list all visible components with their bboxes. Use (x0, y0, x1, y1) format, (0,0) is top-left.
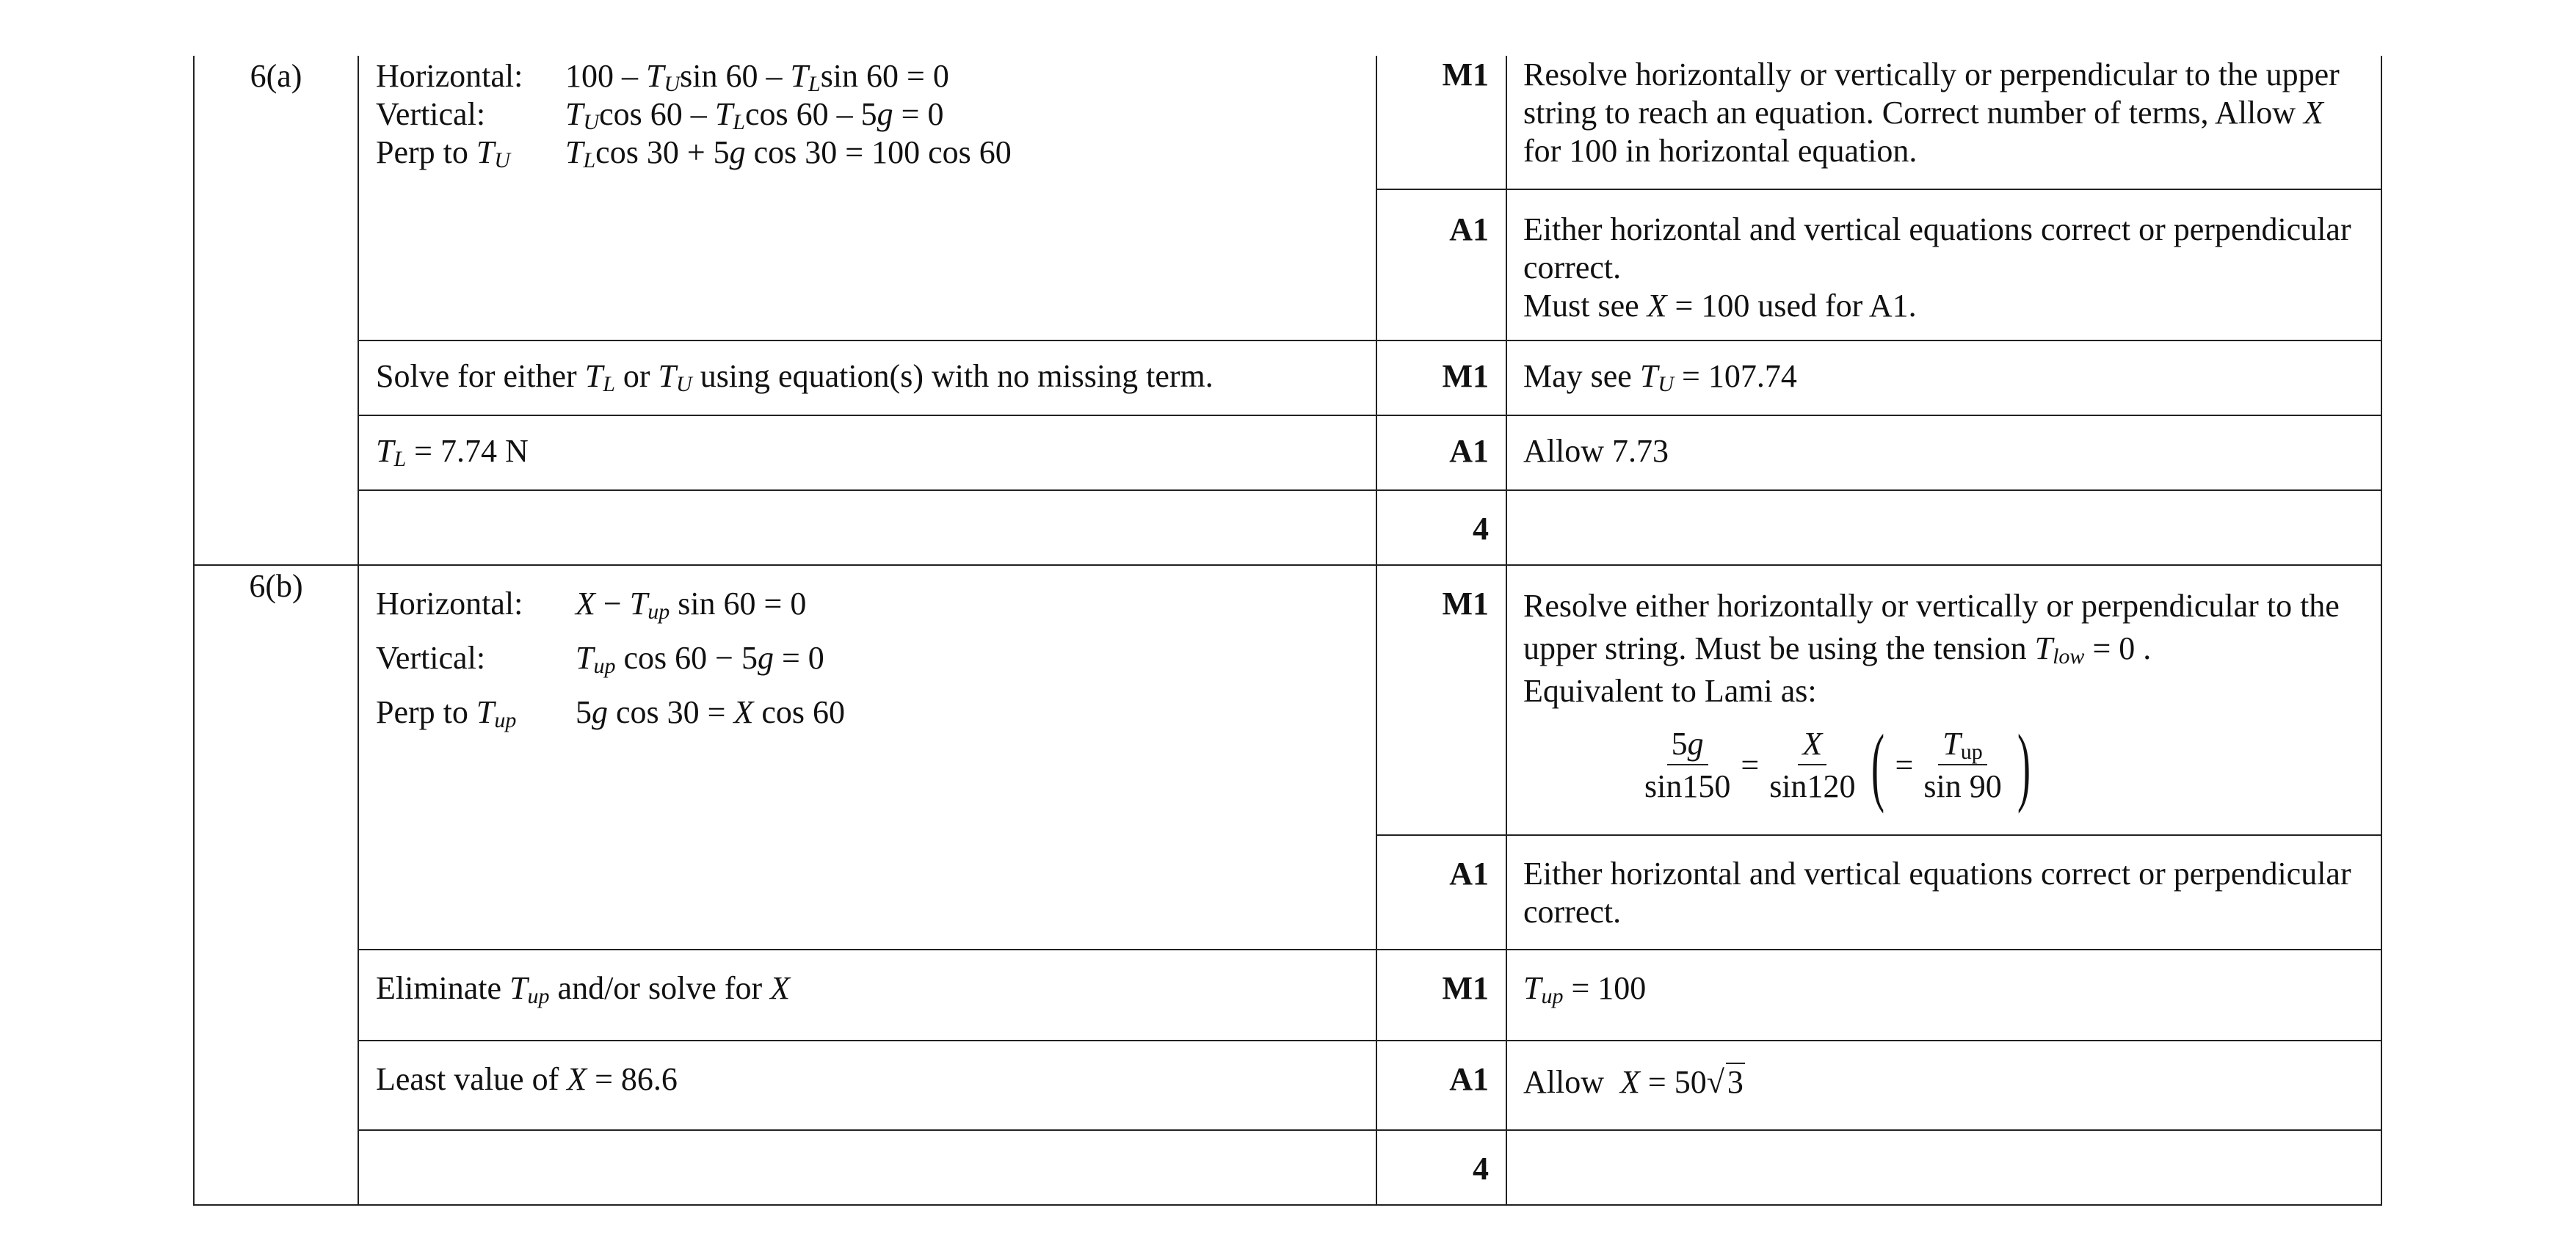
working-cell (358, 490, 1376, 565)
guidance-note: Resolve horizontally or vertically or perpendicular to the upper string to reach an equation. Correct number of terms, Allow X for 100 in horizontal equation. (1506, 56, 2381, 189)
equation: $T_{up}$ cos 60 − 5g = 0 (576, 640, 824, 678)
equation-label: Perp to $T_U$ (376, 134, 511, 172)
equation: 5g cos 30 = X cos 60 (576, 694, 846, 730)
table-row (194, 341, 2381, 415)
guidance-note: Either horizontal and vertical equations correct or perpendicular correct. Must see X = 100 used for A1. (1506, 189, 2381, 341)
question-number: 6(a) (194, 56, 358, 565)
fraction: $\frac{X}{\sin 120}$ (1769, 726, 1856, 804)
working-cell (358, 1130, 1376, 1205)
equation: $X - T_{up}$ sin 60 = 0 (576, 586, 807, 624)
equation: $T_U\cos$ $60 - T_L\cos$ 60 – 5g = 0 (565, 96, 944, 134)
equation-label: Horizontal: (376, 58, 523, 94)
guidance-note (1506, 490, 2381, 565)
equation-set (376, 585, 1368, 732)
total-marks: 4 (1376, 1130, 1506, 1205)
final-answer: $T_L = 7.74$ N (358, 415, 1376, 490)
mark-code: M1 (1376, 565, 1506, 835)
table-row (194, 56, 2381, 189)
table-row (194, 1041, 2381, 1130)
mark-code: A1 (1376, 189, 1506, 341)
equation-label: Vertical: (376, 96, 486, 132)
guidance-note (1506, 1130, 2381, 1205)
equation: $T_L\cos$ 30 + 5g cos 30 = 100 cos 60 (565, 134, 1012, 172)
mark-code: M1 (1376, 341, 1506, 415)
table-row (194, 490, 2381, 565)
working-cell: Eliminate $T_{up}$ and/or solve for X (358, 950, 1376, 1041)
fraction: $\frac{5g}{\sin 150}$ (1644, 726, 1731, 804)
equation-label: Perp to $T_{up}$ (376, 694, 517, 732)
equation-label: Vertical: (376, 640, 486, 676)
guidance-note: Allow 7.73 (1506, 415, 2381, 490)
working-cell (358, 56, 1376, 341)
mark-code: M1 (1376, 56, 1506, 189)
mark-code: A1 (1376, 1041, 1506, 1130)
working-cell (358, 565, 1376, 950)
mark-scheme-table (193, 56, 2382, 1206)
total-marks: 4 (1376, 490, 1506, 565)
working-cell: Solve for either $T_L$ or $T_U$ using equation(s) with no missing term. (358, 341, 1376, 415)
table-row (194, 565, 2381, 835)
guidance-note: May see $T_U = 107.74$ (1506, 341, 2381, 415)
guidance-note: Resolve either horizontally or vertically or perpendicular to the upper string. Must be using the tension $T_{low} = 0$ . Equivalent to Lami as: $\frac{5g}{\sin 150}$ = $\frac{X}{\sin 120}$ ( = $\frac{T_{up}}{\sin 90}$ ) (1506, 565, 2381, 835)
table-row (194, 1130, 2381, 1205)
equation-set (376, 56, 1368, 172)
guidance-note: Allow X = 50√3 (1506, 1041, 2381, 1130)
final-answer: Least value of X = 86.6 (358, 1041, 1376, 1130)
guidance-note: Either horizontal and vertical equations correct or perpendicular correct. (1506, 835, 2381, 950)
fraction: $\frac{T_{up}}{\sin 90}$ (1923, 726, 2002, 804)
mark-code: A1 (1376, 835, 1506, 950)
guidance-note: $T_{up} = 100$ (1506, 950, 2381, 1041)
lami-equation: $\frac{5g}{\sin 150}$ = $\frac{X}{\sin 120}$ ( = $\frac{T_{up}}{\sin 90}$ ) (1637, 721, 2366, 809)
table-row (194, 415, 2381, 490)
mark-code: M1 (1376, 950, 1506, 1041)
equation-label: Horizontal: (376, 586, 523, 622)
equation: $100 - T_U\sin$ $60 - T_L\sin$ 60 = 0 (565, 58, 949, 96)
mark-code: A1 (1376, 415, 1506, 490)
table-row (194, 950, 2381, 1041)
question-number: 6(b) (194, 565, 358, 1205)
